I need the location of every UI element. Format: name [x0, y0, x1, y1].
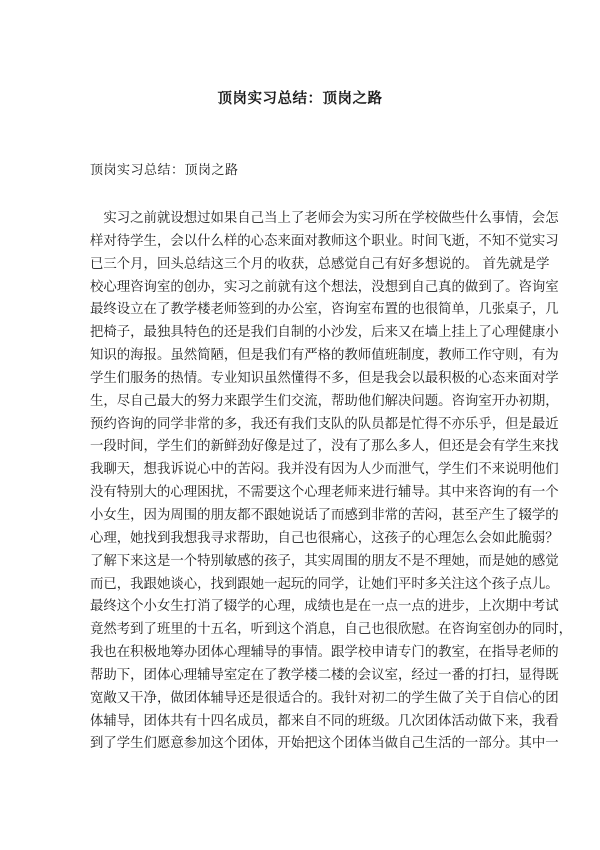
- body-line: 竟然考到了班里的十五名，听到这个消息，自己也很欣慰。在咨询室创办的同时，: [90, 622, 573, 638]
- body-line: 最终这个小女生打消了辍学的心理，成绩也是在一点一点的进步，上次期中考试: [90, 599, 559, 615]
- body-line: 样对待学生，会以什么样的心态来面对教师这个职业。时间飞逝，不知不觉实习: [90, 233, 559, 249]
- body-line: 一段时间，学生们的新鲜劲好像是过了，没有了那么多人，但还是会有学生来找: [90, 439, 559, 455]
- body-line: 到了学生们愿意参加这个团体，开始把这个团体当做自己生活的一部分。其中一: [90, 736, 559, 752]
- body-line: 而已，我跟她谈心，找到跟她一起玩的同学，让她们平时多关注这个孩子点儿。: [90, 576, 559, 592]
- body-line: 宽敞又干净，做团体辅导还是很适合的。我针对初二的学生做了关于自信心的团: [90, 690, 559, 706]
- body-line: 我也在积极地筹办团体心理辅导的事情。跟学校申请专门的教室，在指导老师的: [90, 645, 559, 661]
- body-line: 校心理咨询室的创办，实习之前就有这个想法，没想到自己真的做到了。咨询室: [90, 279, 559, 295]
- body-line: 体辅导，团体共有十四名成员，都来自不同的班级。几次团体活动做下来，我看: [90, 713, 559, 729]
- body-line: 预约咨询的同学非常的多，我还有我们支队的队员都是忙得不亦乐乎，但是最近: [90, 416, 559, 432]
- document-title: 顶岗实习总结：顶岗之路: [217, 90, 383, 107]
- body-line: 没有特别大的心理困扰，不需要这个心理老师来进行辅导。其中来咨询的有一个: [90, 485, 559, 501]
- body-line: 了解下来这是一个特别敏感的孩子，其实周围的朋友不是不理她，而是她的感觉: [90, 553, 559, 569]
- body-line: 生，尽自己最大的努力来跟学生们交流，帮助他们解决问题。咨询室开办初期，: [90, 393, 559, 409]
- body-line: 我聊天，想我诉说心中的苦闷。我并没有因为人少而泄气，学生们不来说明他们: [90, 462, 559, 478]
- body-line: 心理，她找到我想我寻求帮助，自己也很痛心，这孩子的心理怎么会如此脆弱？: [90, 530, 559, 546]
- body-line: 把椅子，最独具特色的还是我们自制的小沙发，后来又在墙上挂上了心理健康小: [90, 325, 559, 341]
- body-line: 学生们服务的热情。专业知识虽然懂得不多，但是我会以最积极的心态来面对学: [90, 370, 559, 386]
- body-line: 已三个月，回头总结这三个月的收获，总感觉自己有好多想说的。 首先就是学: [90, 256, 550, 272]
- body-line: 知识的海报。虽然简陋，但是我们有严格的教师值班制度，教师工作守则，有为: [90, 348, 559, 364]
- body-line: 帮助下，团体心理辅导室定在了教学楼二楼的会议室，经过一番的打扫，显得既: [90, 667, 559, 683]
- body-line: 小女生，因为周围的朋友都不跟她说话了而感到非常的苦闷，甚至产生了辍学的: [90, 507, 559, 523]
- document-subtitle: 顶岗实习总结：顶岗之路: [90, 163, 239, 178]
- body-line: 实习之前就设想过如果自己当上了老师会为实习所在学校做些什么事情，会怎: [103, 211, 559, 226]
- body-line: 最终设立在了教学楼老师签到的办公室，咨询室布置的也很简单，几张桌子，几: [90, 302, 559, 318]
- document-body: [90, 208, 573, 756]
